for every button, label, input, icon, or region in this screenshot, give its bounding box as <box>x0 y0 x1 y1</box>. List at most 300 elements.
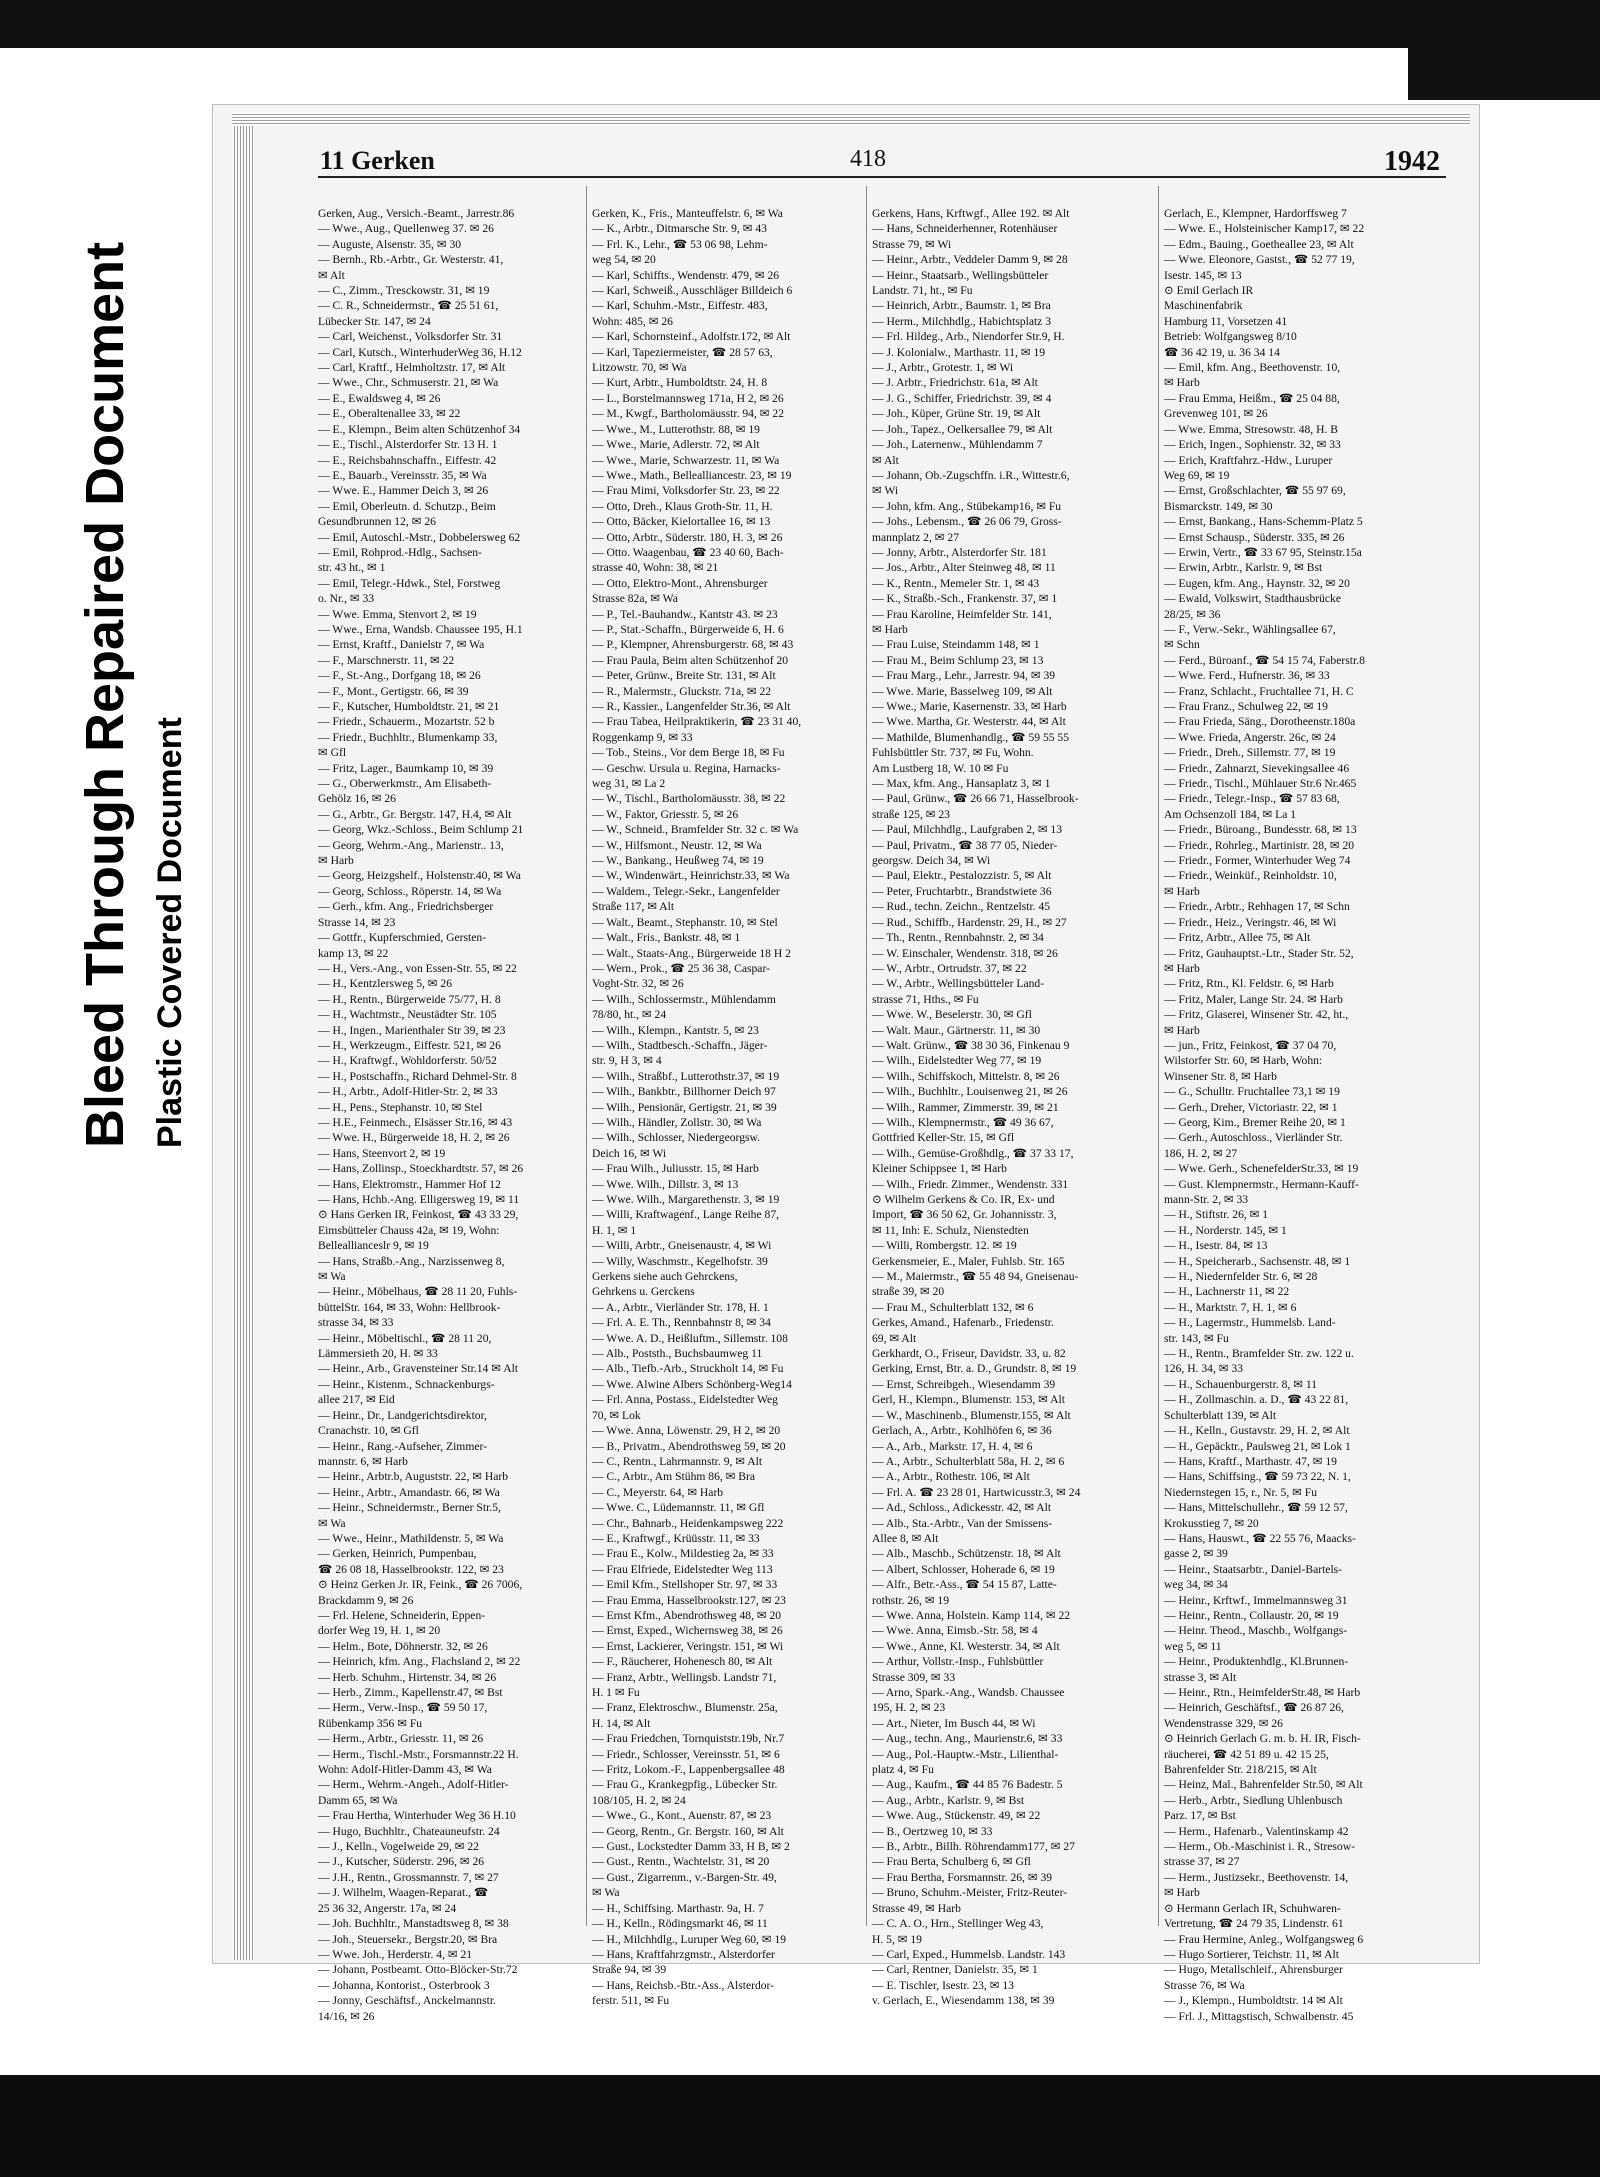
directory-entry-line: — Wwe. Wilh., Margarethenstr. 3, ✉ 19 <box>592 1193 780 1206</box>
column-divider <box>586 186 587 1926</box>
directory-entry-line: Allee 8, ✉ Alt <box>872 1531 939 1545</box>
directory-entry-line: — H., Isestr. 84, ✉ 13 <box>1164 1239 1268 1253</box>
header-rule <box>318 176 1446 178</box>
directory-entry-line: — Helm., Bote, Döhnerstr. 32, ✉ 26 <box>318 1639 488 1653</box>
scan-border-corner <box>1408 40 1600 100</box>
directory-entry-line: Belleallianceslr 9, ✉ 19 <box>318 1239 429 1253</box>
directory-entry-line: — Otto, Elektro-Mont., Ahrensburger <box>592 576 768 590</box>
directory-entry-line: — Wilh., Bankbtr., Billhorner Deich 97 <box>592 1085 776 1099</box>
directory-entry-line: ✉ Alt <box>872 453 899 467</box>
directory-entry-line: — Aug., Arbtr., Karlstr. 9, ✉ Bst <box>872 1793 1025 1807</box>
directory-entry-line: — Frau M., Schulterblatt 132, ✉ 6 <box>872 1300 1034 1314</box>
directory-entry-line: räucherei, ☎ 42 51 89 u. 42 15 25, <box>1164 1747 1329 1761</box>
page-year: 1942 <box>1384 146 1440 177</box>
directory-entry-line: — H., Werkzeugm., Eiffestr. 521, ✉ 26 <box>318 1038 501 1052</box>
directory-entry-line: — J., Kelln., Vogelweide 29, ✉ 22 <box>318 1840 479 1854</box>
directory-entry-line: — Joh., Tapez., Oelkersallee 79, ✉ Alt <box>872 422 1053 436</box>
directory-entry-line: — H., Rentn., Bürgerweide 75/77, H. 8 <box>318 992 501 1006</box>
directory-entry-line: — Aug., Pol.-Hauptw.-Mstr., Lilienthal- <box>872 1747 1059 1761</box>
directory-entry-line: — Wilh., Gemüse-Großhdlg., ☎ 37 33 17, <box>872 1146 1074 1160</box>
directory-entry-line: — John, kfm. Ang., Stübekamp16, ✉ Fu <box>872 499 1062 513</box>
directory-entry-line: strasse 34, ✉ 33 <box>318 1316 394 1330</box>
directory-entry-line: — Friedr., Heiz., Veringstr. 46, ✉ Wi <box>1164 915 1337 929</box>
directory-entry-line: ☎ 26 08 18, Hasselbrookstr. 122, ✉ 23 <box>318 1562 504 1576</box>
directory-entry-line: — G., Arbtr., Gr. Bergstr. 147, H.4, ✉ Alt <box>318 807 512 821</box>
directory-entry-line: strasse 3, ✉ Alt <box>1164 1670 1237 1684</box>
directory-entry-line: — Rud., Schiffb., Hardenstr. 29, H., ✉ 27 <box>872 915 1067 929</box>
directory-entry-line: Wendenstrasse 329, ✉ 26 <box>1164 1716 1283 1730</box>
directory-entry-line: — Wwe. Ferd., Hufnerstr. 36, ✉ 33 <box>1164 669 1330 683</box>
directory-entry-line: — Herb. Schuhm., Hirtenstr. 34, ✉ 26 <box>318 1670 497 1684</box>
directory-entry-line: — J., Kutscher, Süderstr. 296, ✉ 26 <box>318 1855 485 1869</box>
directory-entry-line: — Frau Marg., Lehr., Jarrestr. 94, ✉ 39 <box>872 669 1056 683</box>
directory-entry-line: — Hans, Steenvort 2, ✉ 19 <box>318 1146 446 1160</box>
directory-entry-line: Voght-Str. 32, ✉ 26 <box>592 977 684 991</box>
directory-entry-line: ⊙ Heinz Gerken Jr. IR, Feink., ☎ 26 7006, <box>318 1578 523 1592</box>
directory-entry-line: — Hans, Hchb.-Ang. Elligersweg 19, ✉ 11 <box>318 1193 520 1206</box>
directory-entry-line: ⊙ Heinrich Gerlach G. m. b. H. IR, Fisch- <box>1164 1732 1361 1746</box>
directory-entry-line: — Heinr., Dr., Landgerichtsdirektor, <box>318 1408 487 1422</box>
scan-border-top <box>0 0 1600 48</box>
directory-entry-line: — Erwin, Vertr., ☎ 33 67 95, Steinstr.15a <box>1164 545 1362 559</box>
directory-entry-line: — Otto. Waagenbau, ☎ 23 40 60, Bach- <box>592 545 784 559</box>
directory-entry-line: Weg 69, ✉ 19 <box>1164 468 1230 482</box>
directory-entry-line: — H., Stiftstr. 26, ✉ 1 <box>1164 1208 1269 1222</box>
directory-entry-line: — Heinr., Rtn., HeimfelderStr.48, ✉ Harb <box>1164 1686 1361 1699</box>
directory-entry-line: — W., Windenwärt., Heinrichstr.33, ✉ Wa <box>592 869 790 883</box>
directory-entry-line: — Herm., Justizsekr., Beethovenstr. 14, <box>1164 1870 1349 1884</box>
directory-entry-line: — W., Maschinenb., Blumenstr.155, ✉ Alt <box>872 1408 1071 1422</box>
directory-entry-line: — Heinr., Kistenm., Schnackenburgs- <box>318 1377 495 1391</box>
directory-entry-line: — Willi, Kraftwagenf., Lange Reihe 87, <box>592 1208 780 1222</box>
directory-entry-line: — Herb., Zimm., Kapellenstr.47, ✉ Bst <box>318 1686 503 1699</box>
directory-entry-line: — Wwe., Math., Bellealliancestr. 23, ✉ 19 <box>592 468 792 482</box>
directory-entry-line: Bahrenfelder Str. 218/215, ✉ Alt <box>1164 1763 1317 1777</box>
directory-entry-line: — J. Arbtr., Friedrichstr. 61a, ✉ Alt <box>872 376 1038 390</box>
directory-entry-line: — Wwe., Heinr., Mathildenstr. 5, ✉ Wa <box>318 1531 504 1545</box>
directory-entry-line: Am Lustberg 18, W. 10 ✉ Fu <box>872 761 1009 775</box>
directory-entry-line: — R., Malermstr., Gluckstr. 71a, ✉ 22 <box>592 684 772 698</box>
directory-entry-line: — Karl, Schuhm.-Mstr., Eiffestr. 483, <box>592 299 768 313</box>
directory-entry-line: — Hans, Schiffsing., ☎ 59 73 22, N. 1, <box>1164 1470 1351 1484</box>
directory-entry-line: ✉ Harb <box>318 854 354 868</box>
directory-entry-line: — R., Kassier., Langenfelder Str.36, ✉ Alt <box>592 700 791 713</box>
directory-entry-line: — Georg, Rentn., Gr. Bergstr. 160, ✉ Alt <box>592 1824 784 1838</box>
page-stack-edge-top <box>232 112 1470 126</box>
directory-entry-line: — P., Stat.-Schaffn., Bürgerweide 6, H. 6 <box>592 622 784 636</box>
directory-entry-line: — Th., Rentn., Rennbahnstr. 2, ✉ 34 <box>872 931 1044 945</box>
directory-entry-line: — Peter, Fruchtarbtr., Brandstwiete 36 <box>872 884 1052 898</box>
directory-entry-line: — H., Vers.-Ang., von Essen-Str. 55, ✉ 22 <box>318 961 517 975</box>
directory-entry-line: ✉ Harb <box>1164 884 1200 898</box>
directory-column-2 <box>592 206 860 2008</box>
directory-entry-line: — Fritz, Glaserei, Winsener Str. 42, ht., <box>1164 1008 1349 1022</box>
directory-entry-line: — Fritz, Lokom.-F., Lappenbergsallee 48 <box>592 1763 785 1777</box>
directory-entry-line: — Heinr., Schneidermstr., Berner Str.5, <box>318 1501 501 1515</box>
directory-entry-line: — Aug., techn. Ang., Maurienstr.6, ✉ 33 <box>872 1732 1063 1746</box>
directory-entry-line: — Hugo, Buchhltr., Chateauneufstr. 24 <box>318 1824 500 1838</box>
directory-entry-line: — Ernst, Kraftf., Danielstr 7, ✉ Wa <box>318 638 485 652</box>
directory-entry-line: Gehölz 16, ✉ 26 <box>318 792 396 806</box>
directory-entry-line: — Heinr., Arb., Gravensteiner Str.14 ✉ Alt <box>318 1362 519 1376</box>
directory-entry-line: — Wwe. Wilh., Dillstr. 3, ✉ 13 <box>592 1177 739 1191</box>
directory-entry-line: — Edm., Bauing., Goetheallee 23, ✉ Alt <box>1164 237 1354 251</box>
directory-entry-line: — Karl, Schornsteinf., Adolfstr.172, ✉ Alt <box>592 330 791 344</box>
directory-entry-line: — H., Gepäcktr., Paulsweg 21, ✉ Lok 1 <box>1164 1439 1351 1453</box>
directory-entry-line: — Johanna, Kontorist., Osterbrook 3 <box>318 1978 490 1992</box>
directory-entry-line: — Walt. Grünw., ☎ 38 30 36, Finkenau 9 <box>872 1038 1070 1052</box>
directory-entry-line: — Gust., Lockstedter Damm 33, H B, ✉ 2 <box>592 1840 790 1854</box>
directory-entry-line: — Heinr., Arbtr.b, Auguststr. 22, ✉ Harb <box>318 1470 509 1484</box>
directory-entry-line: — Wilh., Buchhltr., Louisenweg 21, ✉ 26 <box>872 1085 1068 1099</box>
directory-entry-line: — Gottfr., Kupferschmied, Gersten- <box>318 931 487 945</box>
directory-entry-line: ferstr. 511, ✉ Fu <box>592 1994 670 2008</box>
directory-entry-line: — C., Arbtr., Am Stühm 86, ✉ Bra <box>592 1470 756 1484</box>
directory-entry-line: — A., Arbtr., Schulterblatt 58a, H. 2, ✉ 6 <box>872 1454 1065 1468</box>
directory-entry-line: — Herm., Hafenarb., Valentinskamp 42 <box>1164 1824 1349 1838</box>
directory-entry-line: — Wwe. Anna, Löwenstr. 29, H 2, ✉ 20 <box>592 1424 781 1438</box>
directory-entry-line: — H., Schauenburgerstr. 8, ✉ 11 <box>1164 1377 1318 1391</box>
directory-entry-line: — Fritz, Rtn., Kl. Feldstr. 6, ✉ Harb <box>1164 977 1334 991</box>
directory-entry-line: — Johann, Ob.-Zugschffn. i.R., Wittestr.6, <box>872 468 1070 482</box>
directory-entry-line: — Wilh., Händler, Zollstr. 30, ✉ Wa <box>592 1115 762 1129</box>
label-line-1: Bleed Through Repaired Document <box>75 241 135 1148</box>
directory-entry-line: — Wwe., Anne, Kl. Westerstr. 34, ✉ Alt <box>872 1639 1060 1653</box>
directory-entry-line: Gesundbrunnen 12, ✉ 26 <box>318 515 436 529</box>
directory-entry-line: — Ernst, Exped., Wichernsweg 38, ✉ 26 <box>592 1624 783 1638</box>
directory-entry-line: — Frau Emma, Hasselbrookstr.127, ✉ 23 <box>592 1593 786 1607</box>
page-stack-edge <box>232 120 254 1960</box>
directory-entry-line: 108/105, H. 2, ✉ 24 <box>592 1793 686 1807</box>
directory-entry-line: — Willi, Arbtr., Gneisenaustr. 4, ✉ Wi <box>592 1239 772 1253</box>
directory-entry-line: — Karl, Schiffts., Wendenstr. 479, ✉ 26 <box>592 268 780 282</box>
directory-entry-line: — Frau G., Krankegpfig., Lübecker Str. <box>592 1778 778 1792</box>
directory-entry-line: — Ernst, Großschlachter, ☎ 55 97 69, <box>1164 484 1346 498</box>
directory-entry-line: — B., Arbtr., Billh. Röhrendamm177, ✉ 27 <box>872 1840 1075 1854</box>
directory-entry-line: Gerkensmeier, E., Maler, Fuhlsb. Str. 165 <box>872 1254 1065 1268</box>
directory-entry-line: — C., Zimm., Tresckowstr. 31, ✉ 19 <box>318 284 490 298</box>
directory-entry-line: — Frau Wilh., Juliusstr. 15, ✉ Harb <box>592 1162 759 1176</box>
directory-entry-line: Gerken, Aug., Versich.-Beamt., Jarrestr.86 <box>318 207 515 220</box>
directory-entry-line: — Wwe., Aug., Quellenweg 37. ✉ 26 <box>318 222 494 236</box>
directory-entry-line: — Carl, Rentner, Danielstr. 35, ✉ 1 <box>872 1963 1038 1977</box>
directory-entry-line: — Wwe., Erna, Wandsb. Chaussee 195, H.1 <box>318 622 523 636</box>
directory-entry-line: — Friedr., Büroang., Bundesstr. 68, ✉ 13 <box>1164 823 1357 837</box>
directory-entry-line: ✉ Wa <box>318 1516 346 1530</box>
directory-entry-line: str. 43 ht., ✉ 1 <box>318 561 386 575</box>
directory-entry-line: Strasse 14, ✉ 23 <box>318 915 396 929</box>
directory-entry-line: — Wilh., Stadtbesch.-Schaffn., Jäger- <box>592 1038 768 1052</box>
directory-entry-line: — Willy, Waschmstr., Kegelhofstr. 39 <box>592 1254 768 1268</box>
directory-entry-line: H. 1, ✉ 1 <box>592 1223 637 1237</box>
directory-entry-line: strasse 37, ✉ 27 <box>1164 1855 1240 1869</box>
directory-entry-line: — F., St.-Ang., Dorfgang 18, ✉ 26 <box>318 669 481 683</box>
directory-entry-line: — Wwe. E., Hammer Deich 3, ✉ 26 <box>318 484 489 498</box>
directory-entry-line: — Karl, Tapeziermeister, ☎ 28 57 63, <box>592 345 773 359</box>
directory-entry-line: gasse 2, ✉ 39 <box>1164 1547 1228 1561</box>
directory-entry-line: — Wwe., M., Lutterothstr. 88, ✉ 19 <box>592 422 760 436</box>
directory-entry-line: — E., Klempn., Beim alten Schützenhof 34 <box>318 422 521 436</box>
directory-entry-line: — Franz, Arbtr., Wellingsb. Landstr 71, <box>592 1670 777 1684</box>
directory-entry-line: — Wilh., Pensionär, Gertigstr. 21, ✉ 39 <box>592 1100 777 1114</box>
directory-entry-line: strasse 71, Hths., ✉ Fu <box>872 992 979 1006</box>
directory-entry-line: — Friedr., Zahnarzt, Sievekingsallee 46 <box>1164 761 1350 775</box>
directory-entry-line: Bismarckstr. 149, ✉ 30 <box>1164 499 1273 513</box>
directory-entry-line: — P., Klempner, Ahrensburgerstr. 68, ✉ 43 <box>592 638 794 652</box>
directory-entry-line: — Jonny, Geschäftsf., Anckelmannstr. <box>318 1994 496 2008</box>
directory-entry-line: — Jonny, Arbtr., Alsterdorfer Str. 181 <box>872 545 1047 559</box>
directory-entry-line: — Emil Kfm., Stellshoper Str. 97, ✉ 33 <box>592 1578 778 1592</box>
directory-entry-line: str. 143, ✉ Fu <box>1164 1331 1229 1345</box>
directory-entry-line: — Wwe. Gerh., SchenefelderStr.33, ✉ 19 <box>1164 1162 1359 1176</box>
directory-entry-line: — Gerh., Autoschloss., Vierländer Str. <box>1164 1131 1343 1145</box>
directory-column-4 <box>1164 206 1446 2023</box>
directory-entry-line: — F., Räucherer, Hohenesch 80, ✉ Alt <box>592 1655 773 1669</box>
directory-entry-line: — Frl. K., Lehr., ☎ 53 06 98, Lehm- <box>592 237 768 251</box>
directory-entry-line: — Alb., Maschb., Schützenstr. 18, ✉ Alt <box>872 1547 1061 1561</box>
directory-entry-line: — Georg, Kim., Bremer Reihe 20, ✉ 1 <box>1164 1115 1346 1129</box>
directory-entry-line: — Paul, Grünw., ☎ 26 66 71, Hasselbrook- <box>872 792 1079 806</box>
directory-entry-line: — Heinr., Arbtr., Veddeler Damm 9, ✉ 28 <box>872 253 1068 267</box>
directory-entry-line: — Frl. Hildeg., Arb., Niendorfer Str.9, H. <box>872 330 1065 344</box>
directory-entry-line: rothstr. 26, ✉ 19 <box>872 1593 950 1607</box>
directory-entry-line: Schulterblatt 139, ✉ Alt <box>1164 1408 1277 1422</box>
directory-entry-line: — Ernst Kfm., Abendrothsweg 48, ✉ 20 <box>592 1608 782 1622</box>
directory-entry-line: — M., Maiermstr., ☎ 55 48 94, Gneisenau- <box>872 1270 1079 1284</box>
label-line-2: Plastic Covered Document <box>151 717 189 1148</box>
directory-entry-line: — Hans, Mittelschullehr., ☎ 59 12 57, <box>1164 1501 1348 1515</box>
directory-entry-line: Gottfried Keller-Str. 15, ✉ Gfl <box>872 1131 1015 1145</box>
directory-entry-line: dorfer Weg 19, H. 1, ✉ 20 <box>318 1624 441 1638</box>
directory-entry-line: Gerlach, A., Arbtr., Kohlhöfen 6, ✉ 36 <box>872 1424 1052 1438</box>
directory-entry-line: — H., Kelln., Rödingsmarkt 46, ✉ 11 <box>592 1917 768 1931</box>
directory-entry-line: — Frau Paula, Beim alten Schützenhof 20 <box>592 653 789 667</box>
directory-entry-line: — Wwe., G., Kont., Auenstr. 87, ✉ 23 <box>592 1809 772 1823</box>
directory-entry-line: ⊙ Wilhelm Gerkens & Co. IR, Ex- und <box>872 1193 1055 1206</box>
directory-entry-line: — Wwe. Emma, Stresowstr. 48, H. B <box>1164 422 1339 436</box>
directory-entry-line: — H.E., Feinmech., Elsässer Str.16, ✉ 43 <box>318 1115 513 1129</box>
directory-entry-line: — Walt., Beamt., Stephanstr. 10, ✉ Stel <box>592 915 778 929</box>
directory-entry-line: Kleiner Schippsee 1, ✉ Harb <box>872 1162 1007 1176</box>
directory-entry-line: — Emil, Oberleutn. d. Schutzp., Beim <box>318 499 496 513</box>
directory-entry-line: — Gerken, Heinrich, Pumpenbau, <box>318 1547 477 1561</box>
directory-entry-line: — Carl, Kraftf., Helmholtzstr. 17, ✉ Alt <box>318 361 506 375</box>
directory-entry-line: — Heinz, Mal., Bahrenfelder Str.50, ✉ Alt <box>1164 1778 1363 1792</box>
directory-entry-line: Gehrkens u. Gerckens <box>592 1285 695 1299</box>
directory-entry-line: Fuhlsbüttler Str. 737, ✉ Fu, Wohn. <box>872 746 1034 760</box>
directory-entry-line: 25 36 32, Angerstr. 17a, ✉ 24 <box>318 1901 457 1915</box>
directory-entry-line: — Herb., Arbtr., Siedlung Uhlenbusch <box>1164 1793 1343 1807</box>
directory-entry-line: ✉ 11, Inh: E. Schulz, Nienstedten <box>872 1223 1029 1237</box>
directory-entry-line: — Frl. A. E. Th., Rennbahnstr 8, ✉ 34 <box>592 1316 771 1330</box>
directory-entry-line: ✉ Wa <box>318 1270 346 1284</box>
directory-entry-line: — Emil, kfm. Ang., Beethovenstr. 10, <box>1164 361 1341 375</box>
directory-entry-line: Lübecker Str. 147, ✉ 24 <box>318 314 431 328</box>
directory-entry-line: — Paul, Elektr., Pestalozzistr. 5, ✉ Alt <box>872 869 1052 883</box>
directory-entry-line: — Gust., Zigarrenm., v.-Bargen-Str. 49, <box>592 1870 777 1884</box>
directory-entry-line: — Wwe. Martha, Gr. Westerstr. 44, ✉ Alt <box>872 715 1066 729</box>
directory-entry-line: — J. Wilhelm, Waagen-Reparat., ☎ <box>318 1886 489 1900</box>
directory-entry-line: — E., Reichsbahnschaffn., Eiffestr. 42 <box>318 453 497 467</box>
directory-entry-line: Hamburg 11, Vorsetzen 41 <box>1164 314 1288 328</box>
directory-entry-line: georgsw. Deich 34, ✉ Wi <box>872 854 991 868</box>
directory-entry-line: — E., Oberaltenallee 33, ✉ 22 <box>318 407 461 421</box>
directory-entry-line: — A., Arbtr., Rothestr. 106, ✉ Alt <box>872 1470 1030 1484</box>
directory-entry-line: — W., Hilfsmont., Neustr. 12, ✉ Wa <box>592 838 762 852</box>
directory-entry-line: — Tob., Steins., Vor dem Berge 18, ✉ Fu <box>592 746 785 760</box>
directory-entry-line: — Frau Bertha, Forsmannstr. 26, ✉ 39 <box>872 1870 1053 1884</box>
directory-entry-line: Gerken, K., Fris., Manteuffelstr. 6, ✉ Wa <box>592 207 783 220</box>
directory-entry-line: ✉ Harb <box>1164 1886 1200 1900</box>
directory-entry-line: ✉ Harb <box>1164 1023 1200 1037</box>
directory-entry-line: — Wwe. Anna, Holstein. Kamp 114, ✉ 22 <box>872 1608 1071 1622</box>
directory-entry-line: — H., Lachnerstr 11, ✉ 22 <box>1164 1285 1290 1299</box>
directory-entry-line: — J.H., Rentn., Grossmannstr. 7, ✉ 27 <box>318 1870 499 1884</box>
directory-entry-line: straße 125, ✉ 23 <box>872 807 950 821</box>
directory-entry-line: Krokusstieg 7, ✉ 20 <box>1164 1516 1259 1530</box>
directory-entry-line: — Frau Karoline, Heimfelder Str. 141, <box>872 607 1052 621</box>
directory-entry-line: — B., Oertzweg 10, ✉ 33 <box>872 1824 993 1838</box>
directory-entry-line: — W. Einschaler, Wendenstr. 318, ✉ 26 <box>872 946 1058 960</box>
directory-entry-line: — Hans, Kraftf., Marthastr. 47, ✉ 19 <box>1164 1454 1337 1468</box>
directory-entry-line: — Heinrich, kfm. Ang., Flachsland 2, ✉ 22 <box>318 1655 521 1669</box>
directory-entry-line: — Frau Franz., Schulweg 22, ✉ 19 <box>1164 700 1328 713</box>
directory-entry-line: ✉ Wa <box>592 1886 620 1900</box>
directory-entry-line: — Wern., Prok., ☎ 25 36 38, Caspar- <box>592 961 770 975</box>
directory-entry-line: Eimsbütteler Chauss 42a, ✉ 19, Wohn: <box>318 1223 500 1237</box>
directory-entry-line: Deich 16, ✉ Wi <box>592 1146 667 1160</box>
directory-entry-line: — Fritz, Arbtr., Allee 75, ✉ Alt <box>1164 931 1311 945</box>
directory-entry-line: — Hans, Kraftfahrzgmstr., Alsterdorfer <box>592 1947 775 1961</box>
directory-entry-line: — Georg, Wkz.-Schloss., Beim Schlump 21 <box>318 823 524 837</box>
directory-entry-line: — E., Ewaldsweg 4, ✉ 26 <box>318 391 441 405</box>
directory-entry-line: — Johs., Lebensm., ☎ 26 06 79, Gross- <box>872 515 1062 529</box>
directory-entry-line: — Geschw. Ursula u. Regina, Harnacks- <box>592 761 781 775</box>
directory-entry-line: — E., Kraftwgf., Krüüsstr. 11, ✉ 33 <box>592 1531 760 1545</box>
directory-entry-line: — Hans, Straßb.-Ang., Narzissenweg 8, <box>318 1254 505 1268</box>
directory-entry-line: — Hugo Sortierer, Teichstr. 11, ✉ Alt <box>1164 1947 1339 1961</box>
directory-entry-line: v. Gerlach, E., Wiesendamm 138, ✉ 39 <box>872 1994 1055 2008</box>
directory-entry-line: — J. G., Schiffer, Friedrichstr. 39, ✉ 4 <box>872 391 1052 405</box>
directory-entry-line: — Paul, Privatm., ☎ 38 77 05, Nieder- <box>872 838 1058 852</box>
directory-entry-line: — H., Pens., Stephanstr. 10, ✉ Stel <box>318 1100 483 1114</box>
directory-entry-line: mannstr. 6, ✉ Harb <box>318 1454 408 1468</box>
directory-entry-line: ✉ Harb <box>1164 961 1200 975</box>
directory-entry-line: Wohn: 485, ✉ 26 <box>592 314 673 328</box>
directory-entry-line: ✉ Harb <box>1164 376 1200 390</box>
directory-entry-line: H. 5, ✉ 19 <box>872 1932 922 1946</box>
directory-entry-line: — Wwe. W., Beselerstr. 30, ✉ Gfl <box>872 1008 1032 1022</box>
directory-entry-line: — Frl. Helene, Schneiderin, Eppen- <box>318 1608 486 1622</box>
directory-entry-line: — Wilh., Rammer, Zimmerstr. 39, ✉ 21 <box>872 1100 1059 1114</box>
directory-entry-line: ☎ 36 42 19, u. 36 34 14 <box>1164 345 1280 359</box>
directory-entry-line: — Emil, Telegr.-Hdwk., Stel, Forstweg <box>318 576 501 590</box>
directory-entry-line: — Ad., Schloss., Adickesstr. 42, ✉ Alt <box>872 1501 1052 1515</box>
directory-entry-line: — Wwe., Marie, Schwarzestr. 11, ✉ Wa <box>592 453 780 467</box>
directory-entry-line: — W., Tischl., Bartholomäusstr. 38, ✉ 22 <box>592 792 786 806</box>
directory-entry-line: — C., Meyerstr. 64, ✉ Harb <box>592 1485 724 1499</box>
directory-entry-line: — H., Speicherarb., Sachsenstr. 48, ✉ 1 <box>1164 1254 1351 1268</box>
directory-entry-line: — Ernst, Lackierer, Veringstr. 151, ✉ Wi <box>592 1639 784 1653</box>
directory-entry-line: — H., Ingen., Marienthaler Str 39, ✉ 23 <box>318 1023 506 1037</box>
directory-entry-line: — Wwe. H., Bürgerweide 18, H. 2, ✉ 26 <box>318 1131 510 1145</box>
directory-entry-line: — H., Kraftwgf., Wohldorferstr. 50/52 <box>318 1054 497 1068</box>
directory-entry-line: — Friedr., Buchhltr., Blumenkamp 33, <box>318 730 498 744</box>
directory-entry-line: ✉ Harb <box>872 622 908 636</box>
directory-entry-line: — Herm., Arbtr., Griesstr. 11, ✉ 26 <box>318 1732 484 1746</box>
directory-entry-line: — Georg, Heizgshelf., Holstenstr.40, ✉ Wa <box>318 869 521 883</box>
directory-entry-line: — Wwe. Anna, Eimsb.-Str. 58, ✉ 4 <box>872 1624 1038 1638</box>
directory-entry-line: Brackdamm 9, ✉ 26 <box>318 1593 414 1607</box>
directory-entry-line: — Gust. Klempnermstr., Hermann-Kauff- <box>1164 1177 1359 1191</box>
directory-entry-line: — Friedr., Rohrleg., Martinistr. 28, ✉ 20 <box>1164 838 1355 852</box>
directory-entry-line: Damm 65, ✉ Wa <box>318 1793 398 1807</box>
directory-entry-line: — Wilh., Schlossermstr., Mühlendamm <box>592 992 776 1006</box>
directory-entry-line: ✉ Alt <box>318 268 345 282</box>
directory-entry-line: — Arthur, Vollstr.-Insp., Fuhlsbüttler <box>872 1655 1044 1669</box>
directory-entry-line: — H., Postschaffn., Richard Dehmel-Str. 8 <box>318 1069 517 1083</box>
directory-entry-line: — Waldem., Telegr.-Sekr., Langenfelder <box>592 884 780 898</box>
directory-entry-line: — Frau Berta, Schulberg 6, ✉ Gfl <box>872 1855 1031 1869</box>
directory-entry-line: weg 31, ✉ La 2 <box>592 777 666 791</box>
directory-entry-line: — Frau Tabea, Heilpraktikerin, ☎ 23 31 40, <box>592 715 802 729</box>
directory-entry-line: Landstr. 71, ht., ✉ Fu <box>872 284 973 298</box>
directory-entry-line: — Wwe. Joh., Herderstr. 4, ✉ 21 <box>318 1947 473 1961</box>
directory-entry-line: — Emil, Autoschl.-Mstr., Dobbelersweg 62 <box>318 530 521 544</box>
directory-entry-line: — Frl. Anna, Postass., Eidelstedter Weg <box>592 1393 778 1407</box>
directory-entry-line: 14/16, ✉ 26 <box>318 2009 375 2023</box>
directory-entry-line: — Georg, Wehrm.-Ang., Marienstr.. 13, <box>318 838 504 852</box>
directory-entry-line: — Karl, Schweiß., Ausschläger Billdeich 6 <box>592 284 793 298</box>
directory-entry-line: — Wwe. Eleonore, Gastst., ☎ 52 77 19, <box>1164 253 1355 267</box>
directory-entry-line: H. 1 ✉ Fu <box>592 1686 640 1699</box>
directory-entry-line: Maschinenfabrik <box>1164 299 1243 313</box>
directory-entry-line: 186, H. 2, ✉ 27 <box>1164 1146 1238 1160</box>
directory-entry-line: — K., Rentn., Memeler Str. 1, ✉ 43 <box>872 576 1040 590</box>
directory-entry-line: — Frau E., Kolw., Mildestieg 2a, ✉ 33 <box>592 1547 774 1561</box>
directory-entry-line: — Ewald, Volkswirt, Stadthausbrücke <box>1164 592 1342 606</box>
directory-entry-line: — Joh., Laternenw., Mühlendamm 7 <box>872 438 1043 452</box>
directory-entry-line: — H., Wachtmstr., Neustädter Str. 105 <box>318 1008 497 1022</box>
directory-entry-line: Strasse 309, ✉ 33 <box>872 1670 956 1684</box>
directory-entry-line: — Carl, Exped., Hummelsb. Landstr. 143 <box>872 1947 1066 1961</box>
directory-entry-line: — Ernst, Schreibgeh., Wiesendamm 39 <box>872 1377 1056 1391</box>
directory-entry-line: — Albert, Schlosser, Hoherade 6, ✉ 19 <box>872 1562 1055 1576</box>
directory-entry-line: platz 4, ✉ Fu <box>872 1763 934 1777</box>
directory-entry-line: — H., Marktstr. 7, H. 1, ✉ 6 <box>1164 1300 1297 1314</box>
directory-entry-line: — M., Kwgf., Bartholomäusstr. 94, ✉ 22 <box>592 407 784 421</box>
directory-entry-line: — Wwe. Emma, Stenvort 2, ✉ 19 <box>318 607 477 621</box>
directory-entry-line: straße 39, ✉ 20 <box>872 1285 945 1299</box>
directory-entry-line: — Auguste, Alsenstr. 35, ✉ 30 <box>318 237 462 251</box>
directory-entry-line: — Wilh., Eidelstedter Weg 77, ✉ 19 <box>872 1054 1042 1068</box>
directory-entry-line: — Erwin, Arbtr., Karlstr. 9, ✉ Bst <box>1164 561 1323 575</box>
directory-entry-line: Grevenweg 101, ✉ 26 <box>1164 407 1268 421</box>
directory-entry-line: Winsener Str. 8, ✉ Harb <box>1164 1069 1277 1083</box>
directory-entry-line: — Willi, Rombergstr. 12. ✉ 19 <box>872 1239 1017 1253</box>
directory-entry-line: — Hans, Schneiderhenner, Rotenhäuser <box>872 222 1058 236</box>
directory-entry-line: — C., Rentn., Lahrmannstr. 9, ✉ Alt <box>592 1454 763 1468</box>
directory-entry-line: — Friedr., Arbtr., Rehhagen 17, ✉ Schn <box>1164 900 1350 914</box>
directory-entry-line: weg 34, ✉ 34 <box>1164 1578 1228 1592</box>
directory-entry-line: — A., Arbtr., Vierländer Str. 178, H. 1 <box>592 1300 769 1314</box>
directory-entry-line: — Alfr., Betr.-Ass., ☎ 54 15 87, Latte- <box>872 1578 1057 1592</box>
directory-entry-line: — E. Tischler, Isestr. 23, ✉ 13 <box>872 1978 1014 1992</box>
directory-entry-line: — Gust., Rentn., Wachtelstr. 31, ✉ 20 <box>592 1855 770 1869</box>
directory-entry-line: — Otto, Arbtr., Süderstr. 180, H. 3, ✉ 26 <box>592 530 783 544</box>
directory-entry-line: mannplatz 2, ✉ 27 <box>872 530 959 544</box>
directory-entry-line: — E., Tischl., Alsterdorfer Str. 13 H. 1 <box>318 438 498 452</box>
